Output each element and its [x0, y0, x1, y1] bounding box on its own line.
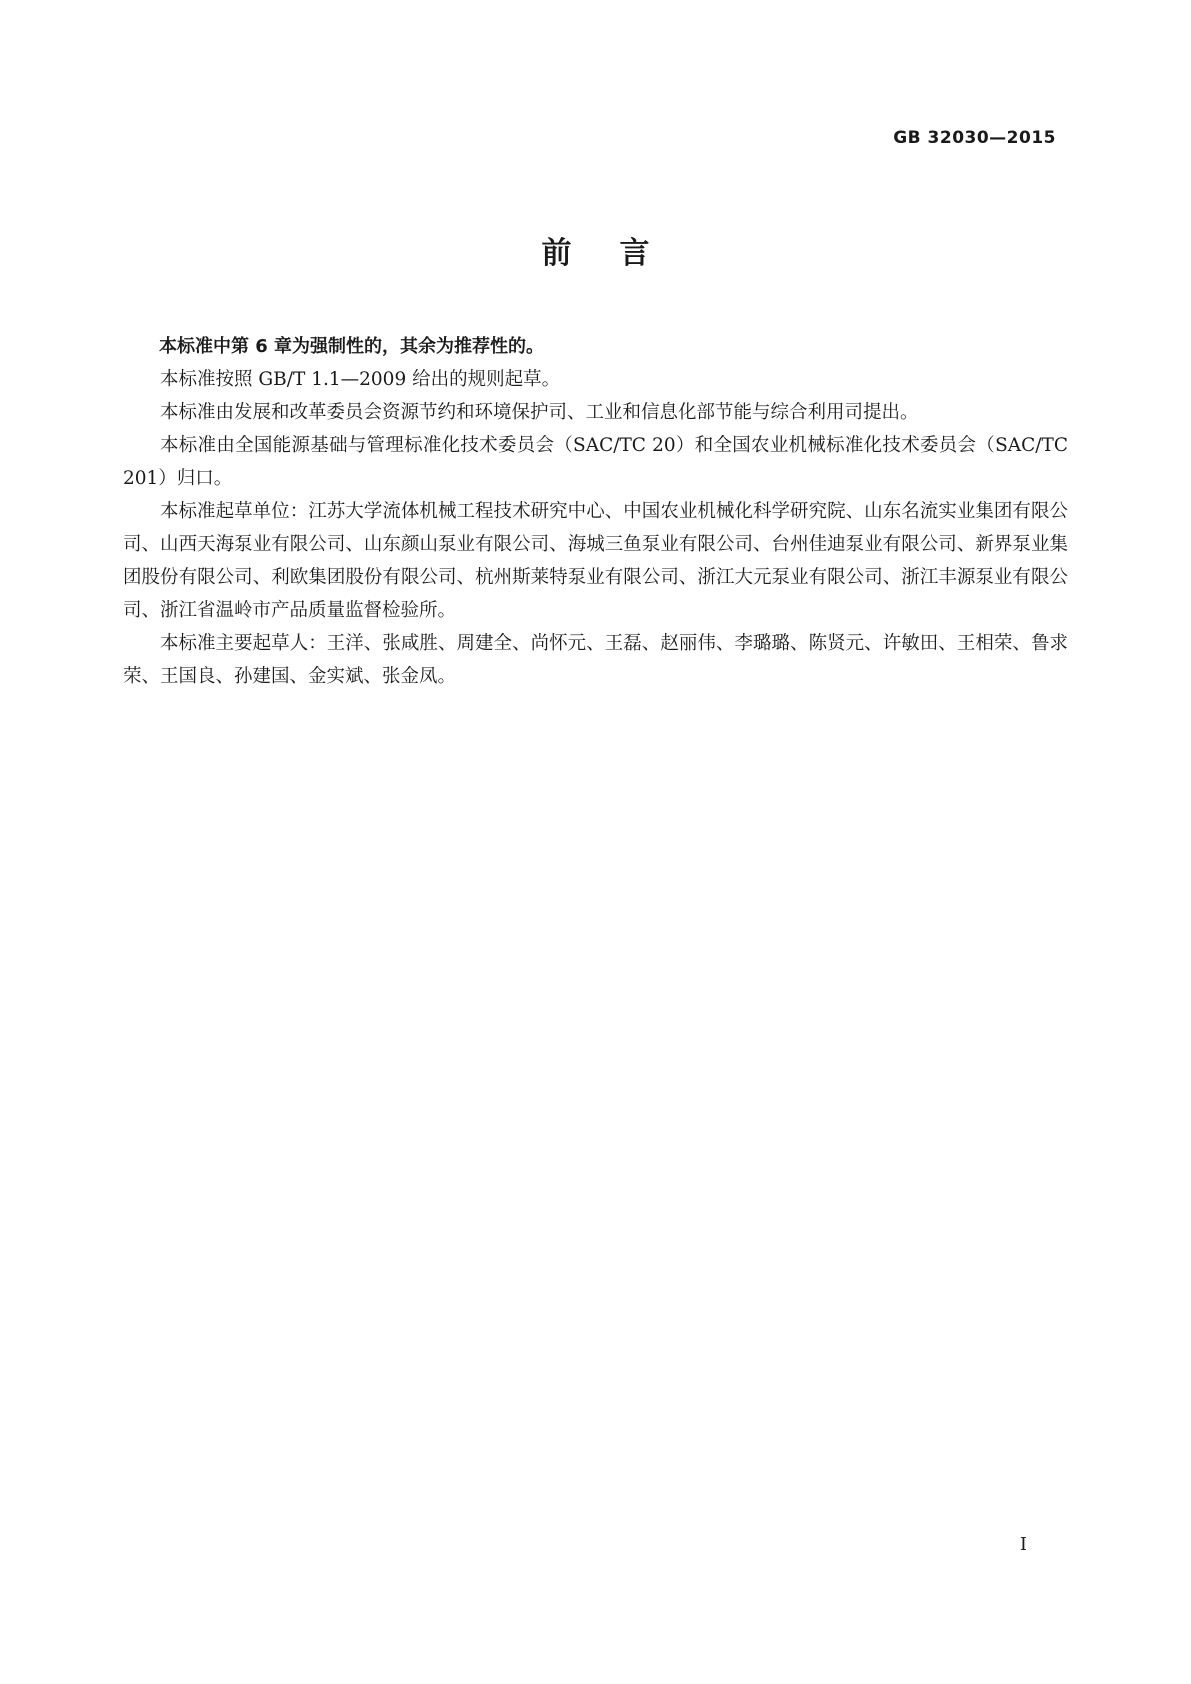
drafting-rules-statement: 本标准按照 GB/T 1.1—2009 给出的规则起草。 — [160, 369, 561, 390]
proposer-statement: 本标准由发展和改革委员会资源节约和环境保护司、工业和信息化部节能与综合利用司提出。 — [160, 402, 919, 423]
administration-statement: 本标准由全国能源基础与管理标准化技术委员会（SAC/TC 20）和全国农业机械标准化技术委员会（SAC/TC 201）归口。 — [123, 435, 1068, 489]
page-number: I — [1019, 1534, 1027, 1555]
main-drafters: 本标准主要起草人：王洋、张咸胜、周建全、尚怀元、王磊、赵丽伟、李璐璐、陈贤元、许敏田、王相荣、鲁求荣、王国良、孙建国、金实斌、张金凤。 — [123, 633, 1068, 687]
standard-number: GB 32030—2015 — [893, 128, 1056, 148]
mandatory-clause-statement: 本标准中第 6 章为强制性的，其余为推荐性的。 — [159, 336, 545, 357]
preface-body — [123, 330, 1068, 693]
drafting-units: 本标准起草单位：江苏大学流体机械工程技术研究中心、中国农业机械化科学研究院、山东名流实业集团有限公司、山西天海泵业有限公司、山东颜山泵业有限公司、海城三鱼泵业有限公司、台州佳迪泵业有限公司、新界泵业集团股份有限公司、利欧集团股份有限公司、杭州斯莱特泵业有限公司、浙江大元泵业有限公司、浙江丰源泵业有限公司、浙江省温岭市产品质量监督检验所。 — [123, 501, 1068, 621]
page-title: 前言 — [541, 236, 698, 271]
